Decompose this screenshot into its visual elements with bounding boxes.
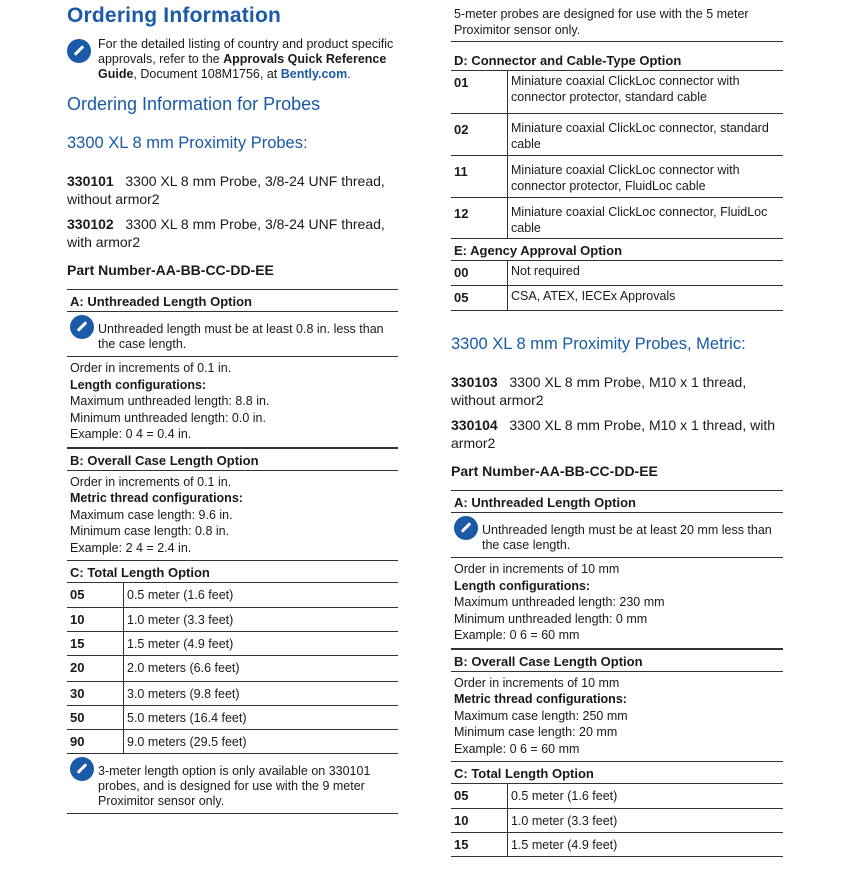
product-entry	[67, 172, 398, 208]
table-row: 15 1.5 meter (4.9 feet)	[67, 631, 398, 655]
section-d	[451, 49, 783, 239]
pencil-note-icon	[70, 315, 94, 339]
pencil-note-icon	[454, 516, 478, 540]
product-desc: 3300 XL 8 mm Probe, M10 x 1 thread, without armor2	[451, 374, 747, 408]
table-row: 50 5.0 meters (16.4 feet)	[67, 705, 398, 729]
section-heading: B: Overall Case Length Option	[67, 448, 398, 471]
probes-heading: Ordering Information for Probes	[67, 94, 321, 114]
table-row: 10 1.0 meter (3.3 feet)	[451, 808, 783, 832]
section-details: Order in increments of 0.1 in. Metric thread configurations: Maximum case length: 9.6 in. Minimum case length: 0.8 in. Example: 2 4 = 2.4 in.	[67, 471, 398, 562]
product-number: 330102	[67, 216, 114, 232]
table-row: 10 1.0 meter (3.3 feet)	[67, 607, 398, 631]
section-note: Unthreaded length must be at least 0.8 in. less than the case length.	[67, 312, 398, 357]
product-number: 330104	[451, 417, 498, 433]
product-desc: 3300 XL 8 mm Probe, 3/8-24 UNF thread, with armor2	[67, 216, 385, 250]
table-row: 15 1.5 meter (4.9 feet)	[451, 832, 783, 856]
section-c	[67, 561, 398, 814]
pencil-note-icon	[70, 757, 94, 781]
table-row: 05 0.5 meter (1.6 feet)	[451, 784, 783, 808]
table-row: 05 0.5 meter (1.6 feet)	[67, 583, 398, 607]
table-row: 30 3.0 meters (9.8 feet)	[67, 681, 398, 705]
part-number-format: Part Number-AA-BB-CC-DD-EE	[67, 262, 274, 278]
pencil-note-icon	[67, 39, 91, 63]
section-c	[451, 762, 783, 857]
section-heading: D: Connector and Cable-Type Option	[451, 49, 783, 71]
table-row: 01 Miniature coaxial ClickLoc connector with connector protector, standard cable	[451, 71, 783, 113]
section-heading: A: Unthreaded Length Option	[67, 289, 398, 312]
section-a	[451, 490, 783, 649]
product-desc: 3300 XL 8 mm Probe, M10 x 1 thread, with armor2	[451, 417, 776, 451]
table-row: 11 Miniature coaxial ClickLoc connector with connector protector, FluidLoc cable	[451, 155, 783, 197]
section-heading: C: Total Length Option	[451, 762, 783, 784]
table-row: 20 2.0 meters (6.6 feet)	[67, 655, 398, 681]
option-table	[451, 784, 783, 857]
option-table	[451, 71, 783, 239]
page-title: Ordering Information	[67, 4, 281, 27]
product-number: 330103	[451, 374, 498, 390]
option-table	[451, 261, 783, 312]
section-details: Order in increments of 10 mm Length configurations: Maximum unthreaded length: 230 mm Minimum unthreaded length: 0 mm Example: 0 6 = 60 mm	[451, 558, 783, 649]
product-entry	[451, 373, 783, 409]
table-row: 12 Miniature coaxial ClickLoc connector, FluidLoc cable	[451, 197, 783, 238]
product-desc: 3300 XL 8 mm Probe, 3/8-24 UNF thread, without armor2	[67, 173, 385, 207]
section-heading: B: Overall Case Length Option	[451, 649, 783, 672]
section-details: Order in increments of 10 mm Metric thread configurations: Maximum case length: 250 mm Minimum case length: 20 mm Example: 0 6 = 60 mm	[451, 672, 783, 763]
product-number: 330101	[67, 173, 114, 189]
section-heading: A: Unthreaded Length Option	[451, 490, 783, 513]
probes-subheading: 3300 XL 8 mm Proximity Probes:	[67, 134, 308, 152]
product-entry	[451, 416, 783, 452]
section-details: Order in increments of 0.1 in. Length configurations: Maximum unthreaded length: 8.8 in. Minimum unthreaded length: 0.0 in. Example: 0 4 = 0.4 in.	[67, 357, 398, 448]
approvals-note	[67, 37, 398, 82]
table-row: 02 Miniature coaxial ClickLoc connector, standard cable	[451, 113, 783, 155]
approvals-guide-ref: Approvals Quick Reference Guide	[98, 52, 387, 81]
table-row: 00 Not required	[451, 261, 783, 286]
bently-link[interactable]: Bently.com	[280, 67, 348, 81]
part-number-format: Part Number-AA-BB-CC-DD-EE	[451, 463, 658, 479]
approvals-note-text: For the detailed listing of country and product specific approvals, refer to the Approvals Quick Reference Guide, Document 108M1756, at Bently.com.	[98, 37, 394, 81]
section-e	[451, 239, 783, 312]
table-row: 90 9.0 meters (29.5 feet)	[67, 729, 398, 753]
option-table	[67, 583, 398, 754]
table-row: 05 CSA, ATEX, IECEx Approvals	[451, 286, 783, 311]
product-entry	[67, 215, 398, 251]
section-heading: E: Agency Approval Option	[451, 239, 783, 261]
section-heading: C: Total Length Option	[67, 561, 398, 583]
section-b	[67, 448, 398, 562]
section-a	[67, 289, 398, 448]
right-column	[451, 0, 783, 857]
section-b	[451, 649, 783, 763]
left-column	[67, 0, 398, 814]
five-meter-note: 5-meter probes are designed for use with the 5 meter Proximitor sensor only.	[451, 0, 783, 42]
section-note: 3-meter length option is only available on 330101 probes, and is designed for use with the 9 meter Proximitor sensor only.	[67, 754, 398, 814]
metric-probes-subheading: 3300 XL 8 mm Proximity Probes, Metric:	[451, 335, 746, 353]
section-note: Unthreaded length must be at least 20 mm less than the case length.	[451, 513, 783, 558]
